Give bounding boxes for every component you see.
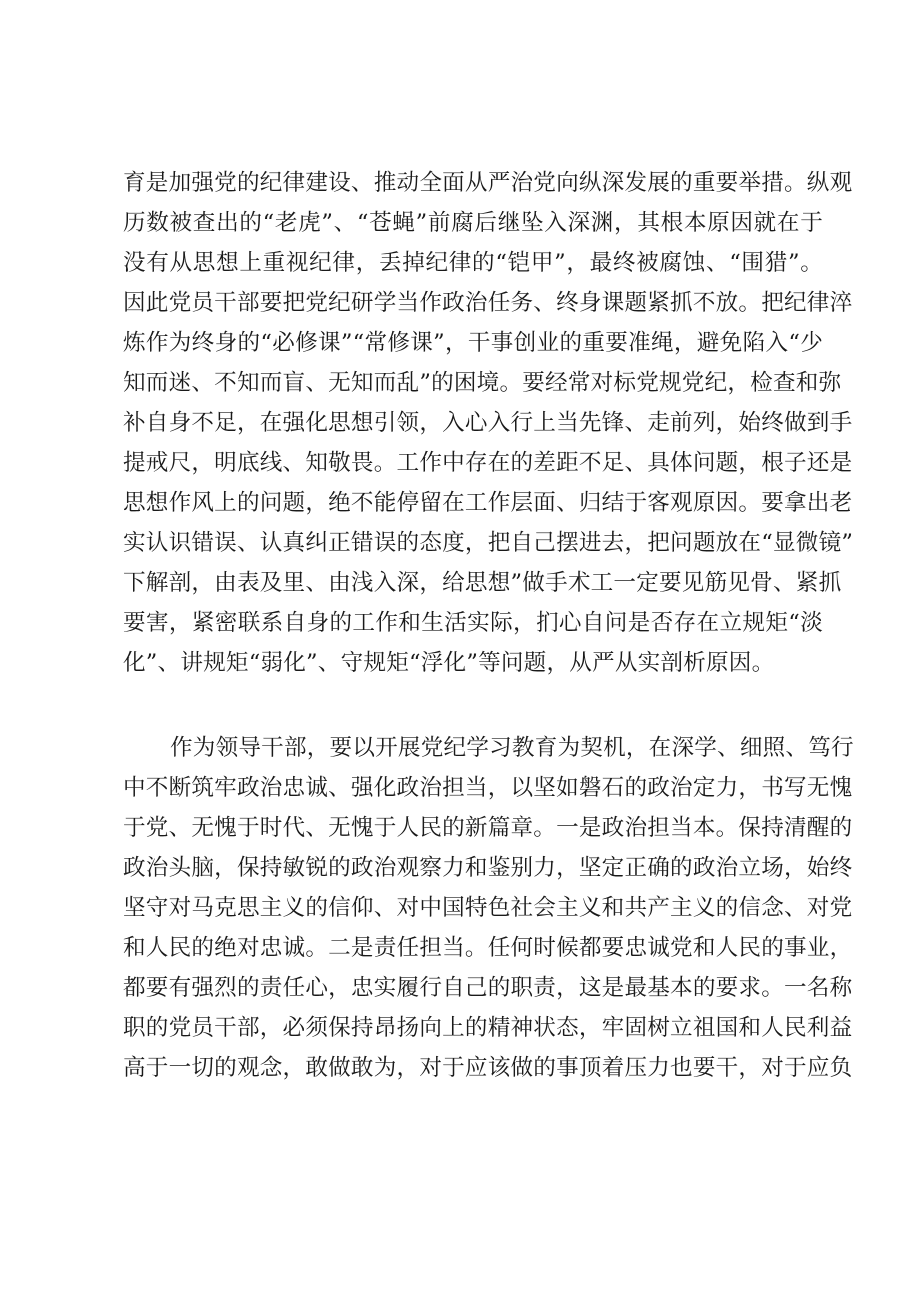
paragraph-line: 都要有强烈的责任心，忠实履行自己的职责，这是最基本的要求。一名称	[123, 975, 853, 1001]
paragraph-line: 中不断筑牢政治忠诚、强化政治担当，以坚如磐石的政治定力，书写无愧	[123, 775, 853, 801]
paragraph-line: 要害，紧密联系自身的工作和生活实际，扪心自问是否存在立规矩“淡	[123, 610, 824, 636]
paragraph-line: 作为领导干部，要以开展党纪学习教育为契机，在深学、细照、笃行	[170, 735, 854, 761]
paragraph-line: 炼作为终身的“必修课”“常修课”，干事创业的重要准绳，避免陷入“少	[123, 330, 823, 356]
paragraph-line: 于党、无愧于时代、无愧于人民的新篇章。一是政治担当本。保持清醒的	[123, 815, 853, 841]
paragraph-line: 没有从思想上重视纪律，丢掉纪律的“铠甲”，最终被腐蚀、“围猎”。	[123, 250, 823, 276]
paragraph-line: 职的党员干部，必须保持昂扬向上的精神状态，牢固树立祖国和人民利益	[123, 1015, 853, 1041]
paragraph-line: 历数被查出的“老虎”、“苍蝇”前腐后继坠入深渊，其根本原因就在于	[123, 210, 823, 236]
paragraph-line: 高于一切的观念，敢做敢为，对于应该做的事顶着压力也要干，对于应负	[123, 1055, 853, 1081]
paragraph-line: 补自身不足，在强化思想引领，入心入行上当先锋、走前列，始终做到手	[123, 410, 853, 436]
paragraph-line: 和人民的绝对忠诚。二是责任担当。任何时候都要忠诚党和人民的事业，	[123, 935, 853, 961]
paragraph-line: 知而迷、不知而盲、无知而乱”的困境。要经常对标党规党纪，检查和弥	[123, 370, 842, 396]
paragraph-line: 因此党员干部要把党纪研学当作政治任务、终身课题紧抓不放。把纪律淬	[123, 290, 853, 316]
paragraph-line: 实认识错误、认真纠正错误的态度，把自己摆进去，把问题放在“显微镜”	[123, 530, 854, 556]
paragraph-line: 政治头脑，保持敏锐的政治观察力和鉴别力，坚定正确的政治立场，始终	[123, 855, 853, 881]
paragraph-line: 下解剖，由表及里、由浅入深，给思想”做手术工一定要见筋见骨、紧抓	[123, 570, 842, 596]
paragraph-1	[123, 163, 854, 683]
paragraph-line: 思想作风上的问题，绝不能停留在工作层面、归结于客观原因。要拿出老	[123, 490, 853, 516]
paragraph-line: 化”、讲规矩“弱化”、守规矩“浮化”等问题，从严从实剖析原因。	[123, 650, 775, 676]
paragraph-line: 坚守对马克思主义的信仰、对中国特色社会主义和共产主义的信念、对党	[123, 895, 853, 921]
paragraph-line: 提戒尺，明底线、知敬畏。工作中存在的差距不足、具体问题，根子还是	[123, 450, 853, 476]
paragraph-2	[123, 728, 854, 1088]
paragraph-line: 育是加强党的纪律建设、推动全面从严治党向纵深发展的重要举措。纵观	[123, 170, 853, 196]
